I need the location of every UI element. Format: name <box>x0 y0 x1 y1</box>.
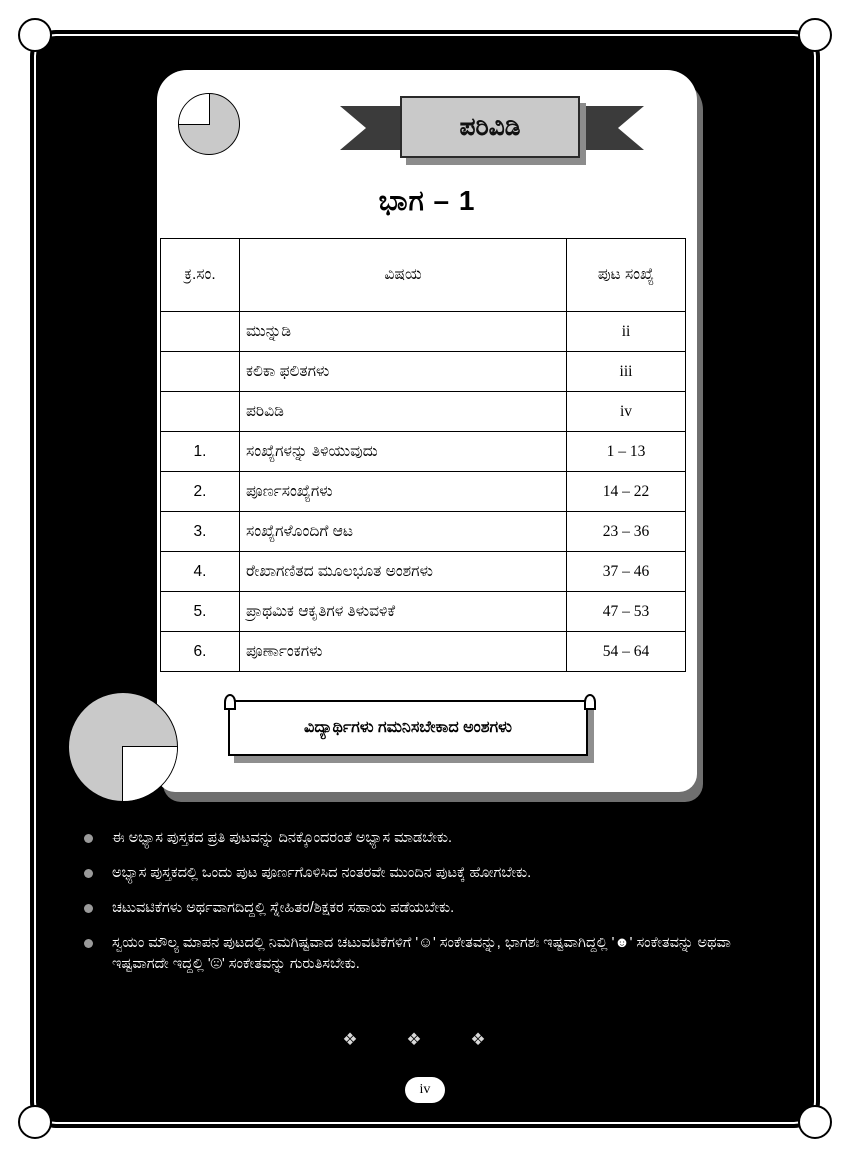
corner-notch-bottom-left <box>18 1105 52 1139</box>
cell-topic: ಪೂರ್ಣಸಂಖ್ಯೆಗಳು <box>240 472 567 512</box>
cell-serial <box>161 352 240 392</box>
corner-notch-top-left <box>18 18 52 52</box>
list-item: ಸ್ವಯಂ ಮೌಲ್ಯ ಮಾಪನ ಪುಟದಲ್ಲಿ ನಿಮಗಿಷ್ಟವಾದ ಚಟುವಟಿಕೆಗಳಿಗೆ '☺' ಸಂಕೇತವನ್ನು, ಭಾಗಶಃ ಇಷ್ಟವಾಗಿದ್ದಲ್ಲಿ '☻' ಸಂಕೇತವನ್ನು ಅಥವಾ ಇಷ್ಟವಾಗದೇ ಇದ್ದಲ್ಲಿ '☹' ಸಂಕೇತವನ್ನು ಗುರುತಿಸಬೇಕು. <box>70 933 780 975</box>
table-row <box>161 472 686 512</box>
cell-serial: 1. <box>161 432 240 472</box>
table-row <box>161 592 686 632</box>
decorative-circle-top <box>178 93 240 155</box>
cell-topic: ಮುನ್ನುಡಿ <box>240 312 567 352</box>
cell-page: iv <box>567 392 686 432</box>
table-row <box>161 352 686 392</box>
list-item: ಅಭ್ಯಾಸ ಪುಸ್ತಕದಲ್ಲಿ ಒಂದು ಪುಟ ಪೂರ್ಣಗೊಳಿಸಿದ ನಂತರವೇ ಮುಂದಿನ ಪುಟಕ್ಕೆ ಹೋಗಬೇಕು. <box>70 863 780 884</box>
cell-serial: 5. <box>161 592 240 632</box>
scroll-curl-right-icon <box>584 694 596 710</box>
table-row <box>161 632 686 672</box>
cell-topic: ಸಂಖ್ಯೆಗಳೊಂದಿಗೆ ಆಟ <box>240 512 567 552</box>
cell-page: 23 – 36 <box>567 512 686 552</box>
table-row <box>161 392 686 432</box>
header-serial: ಕ್ರ.ಸಂ. <box>161 239 240 312</box>
instruction-list <box>70 828 780 989</box>
scroll-curl-left-icon <box>224 694 236 710</box>
cell-topic: ಪೂರ್ಣಾಂಕಗಳು <box>240 632 567 672</box>
banner-wing-left <box>340 106 404 150</box>
corner-notch-top-right <box>798 18 832 52</box>
table-row <box>161 432 686 472</box>
cell-serial: 6. <box>161 632 240 672</box>
cell-page: 37 – 46 <box>567 552 686 592</box>
cell-topic: ಪರಿವಿಡಿ <box>240 392 567 432</box>
cell-serial: 3. <box>161 512 240 552</box>
table-row <box>161 512 686 552</box>
cell-topic: ಸಂಖ್ಯೆಗಳನ್ನು ತಿಳಿಯುವುದು <box>240 432 567 472</box>
cell-serial: 2. <box>161 472 240 512</box>
cell-topic: ಪ್ರಾಥಮಿಕ ಆಕೃತಿಗಳ ತಿಳುವಳಿಕೆ <box>240 592 567 632</box>
header-topic: ವಿಷಯ <box>240 239 567 312</box>
ornament-divider: ❖ ❖ ❖ <box>342 1030 508 1049</box>
cell-serial <box>161 392 240 432</box>
cell-page: ii <box>567 312 686 352</box>
table-row <box>161 312 686 352</box>
cell-page: 54 – 64 <box>567 632 686 672</box>
cell-page: iii <box>567 352 686 392</box>
cell-serial <box>161 312 240 352</box>
banner-title: ಪರಿವಿಡಿ <box>459 112 521 141</box>
cell-topic: ರೇಖಾಗಣಿತದ ಮೂಲಭೂತ ಅಂಶಗಳು <box>240 552 567 592</box>
cell-page: 14 – 22 <box>567 472 686 512</box>
decorative-circle-bottom <box>68 692 178 802</box>
corner-notch-bottom-right <box>798 1105 832 1139</box>
section-heading: ಭಾಗ – 1 <box>378 185 476 216</box>
note-banner-title: ವಿದ್ಯಾರ್ಥಿಗಳು ಗಮನಿಸಬೇಕಾದ ಅಂಶಗಳು <box>304 719 512 736</box>
list-item: ಈ ಅಭ್ಯಾಸ ಪುಸ್ತಕದ ಪ್ರತಿ ಪುಟವನ್ನು ದಿನಕ್ಕೊಂದರಂತೆ ಅಭ್ಯಾಸ ಮಾಡಬೇಕು. <box>70 828 780 849</box>
table-header-row <box>161 239 686 312</box>
list-item: ಚಟುವಟಿಕೆಗಳು ಅರ್ಥವಾಗದಿದ್ದಲ್ಲಿ ಸ್ನೇಹಿತರ/ಶಿಕ್ಷಕರ ಸಹಾಯ ಪಡೆಯಬೇಕು. <box>70 898 780 919</box>
cell-serial: 4. <box>161 552 240 592</box>
header-page: ಪುಟ ಸಂಖ್ಯೆ <box>567 239 686 312</box>
note-banner <box>228 700 588 756</box>
index-table <box>160 238 686 672</box>
cell-page: 1 – 13 <box>567 432 686 472</box>
page-number-badge: iv <box>405 1077 445 1103</box>
banner <box>340 96 640 158</box>
cell-topic: ಕಲಿಕಾ ಫಲಿತಗಳು <box>240 352 567 392</box>
cell-page: 47 – 53 <box>567 592 686 632</box>
table-row <box>161 552 686 592</box>
banner-plate <box>400 96 580 158</box>
